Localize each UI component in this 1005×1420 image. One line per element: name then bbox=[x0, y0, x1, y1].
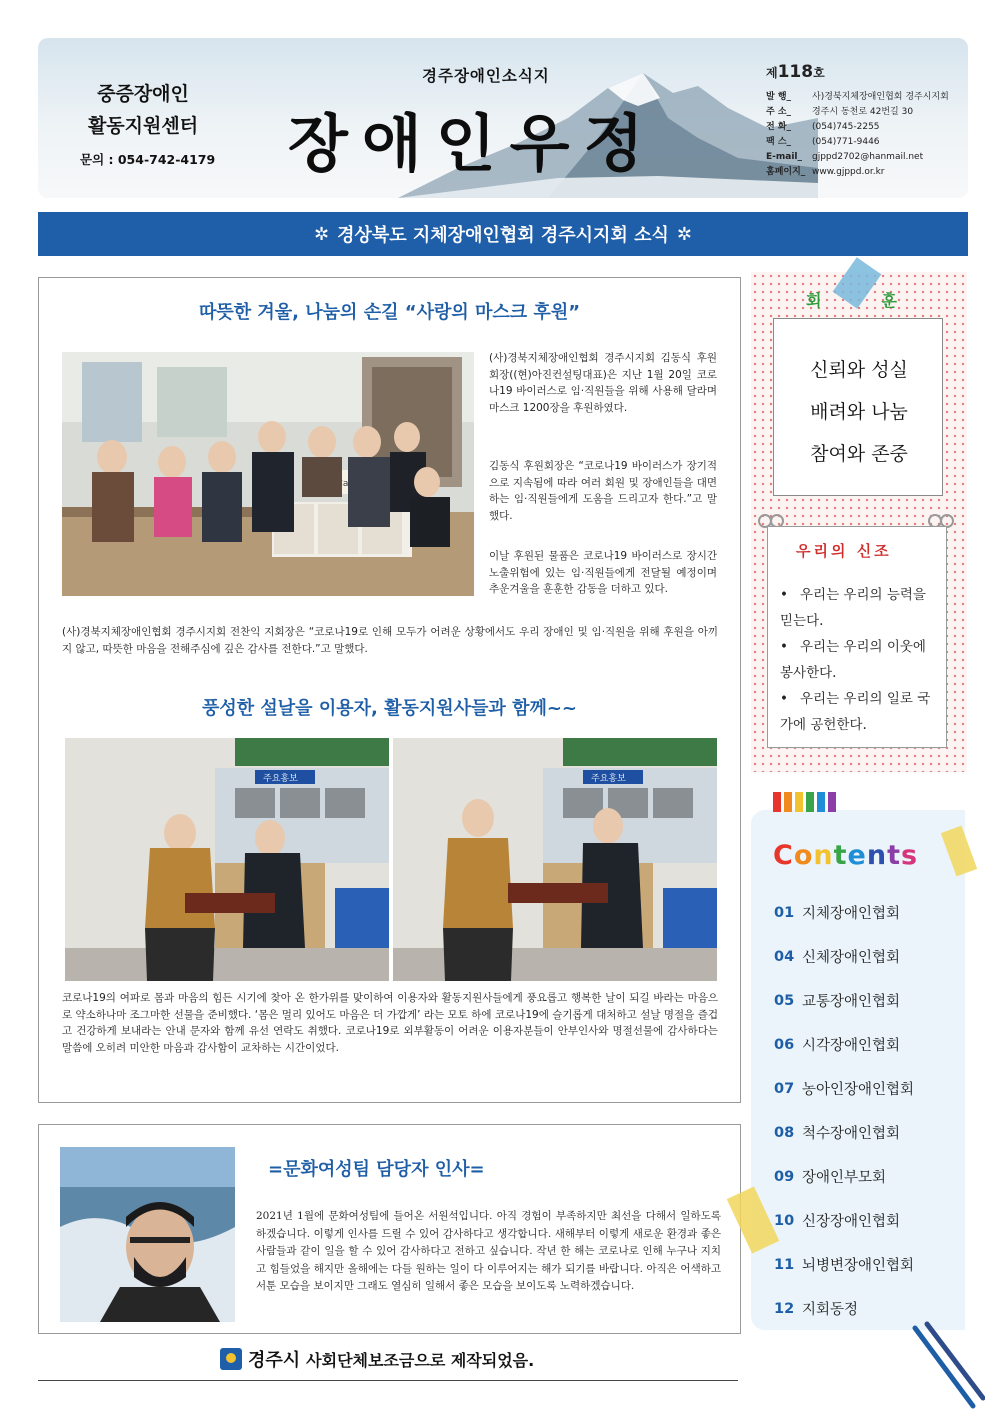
footer-divider bbox=[38, 1380, 738, 1381]
issue-info bbox=[766, 62, 966, 180]
toc-item[interactable]: 07 농아인장애인협회 bbox=[774, 1080, 915, 1098]
star-icon: ✲ bbox=[676, 223, 692, 245]
creed-heading: 우리의 신조 bbox=[796, 542, 892, 560]
info-publisher: 발 행_ 사)경북지체장애인협회 경주시지회 bbox=[766, 92, 949, 102]
bullet-icon: • bbox=[780, 587, 788, 603]
banner-text: 경상북도 지체장애인협회 경주시지회 소식 bbox=[337, 225, 669, 246]
board-label: 주요홍보 bbox=[591, 774, 626, 784]
info-homepage: 홈페이지_ www.gjppd.or.kr bbox=[766, 167, 885, 177]
motto-line: 신뢰와 성실 bbox=[810, 359, 908, 381]
photo-gift-handover-1 bbox=[65, 738, 389, 981]
contents-title-letter: t bbox=[887, 840, 902, 871]
article1-para3: 이날 후원된 물품은 코로나19 바이러스로 장시간 노출위험에 있는 임·직원들에게 전달될 예정이며 추운겨울을 훈훈한 감동을 더하고 있다. bbox=[489, 550, 717, 596]
contents-title-letter: C bbox=[773, 840, 794, 871]
footer-text: 사회단체보조금으로 제작되었음. bbox=[306, 1350, 535, 1370]
center-contact: 문의 : 054-742-4179 bbox=[80, 152, 216, 167]
contents-title-letter: n bbox=[866, 840, 888, 871]
article-title-new-year: 풍성한 설날을 이용자, 활동지원사들과 함께~~ bbox=[201, 698, 578, 719]
pencil-icon bbox=[905, 1320, 985, 1412]
article-title-mask-donation: 따뜻한 겨울, 나눔의 손길 “사랑의 마스크 후원” bbox=[198, 302, 581, 323]
toc-item[interactable]: 10 신장장애인협회 bbox=[774, 1212, 901, 1230]
contents-title-letter: e bbox=[847, 840, 867, 871]
creed-item: • 우리는 우리의 일로 국가에 공헌한다. bbox=[780, 686, 940, 738]
footer-credit bbox=[220, 1346, 534, 1372]
greeting-body: 2021년 1월에 문화여성팀에 들어온 서원석입니다. 아직 경험이 부족하지만 최선을 다해서 일하도록 하겠습니다. 이렇게 인사를 드릴 수 있어 감사하다고 생각합니다. 새해부터 이렇게 새로운 환경과 좋은 사람들과 같이 일을 할 수 있어 감사하다고 전하고 싶습니다. 작년 한 해는 코로나로 인해 누구나 지치고 힘들었을 해지만 올해에는 다들 원하는 일이 다 이루어지는 해가 되기를 바랍니다. 아직은 어색하고 서툰 모습을 보이지만 그래도 열심히 일해서 좋은 모습을 보이도록 노력하겠습니다. bbox=[256, 1210, 721, 1292]
info-phone: 전 화_ (054)745-2255 bbox=[766, 122, 880, 132]
motto-box bbox=[773, 318, 943, 496]
article1-para4: (사)경북지체장애인협회 경주시지회 전찬익 지회장은 “코로나19로 인해 모두가 어려운 상황에서도 우리 장애인 및 임·직원을 위해 후원을 아끼지 않고, 따뜻한 마음을 전해주심에 깊은 감사를 전한다.”고 말했다. bbox=[62, 626, 718, 655]
photo-mask-donation bbox=[62, 352, 474, 596]
photo-gift-handover-2 bbox=[393, 738, 717, 981]
motto-line: 참여와 존중 bbox=[810, 443, 908, 465]
greeting-title: =문화여성팀 담당자 인사= bbox=[268, 1159, 485, 1180]
article1-para2: 김동식 후원회장은 “코로나19 바이러스가 장기적으로 지속됨에 따라 여러 회원 및 장애인들을 대면하는 임·직원들에게 도움을 드리고자 한다.”고 말했다. bbox=[489, 460, 717, 522]
article1-para1: (사)경북지체장애인협회 경주시지회 김동식 후원회장((현)아진컨설팅대표)은 지난 1월 20일 코로나19 바이러스로 임·직원들을 위해 사용해 달라며 마스크 1200장을 후원하였다. bbox=[489, 352, 717, 414]
toc-item[interactable]: 11 뇌병변장애인협회 bbox=[774, 1256, 915, 1274]
contents-title bbox=[773, 840, 918, 871]
creed-item: • 우리는 우리의 이웃에 봉사한다. bbox=[780, 634, 940, 686]
city-seal-icon bbox=[220, 1348, 242, 1370]
motto-heading: 회훈 bbox=[806, 291, 957, 310]
section-banner bbox=[38, 212, 968, 256]
toc-item[interactable]: 04 신체장애인협회 bbox=[774, 948, 901, 966]
info-email: E-mail_ gjppd2702@hanmail.net bbox=[766, 152, 924, 162]
box-label: Care bbox=[336, 479, 358, 489]
toc-item[interactable]: 08 척수장애인협회 bbox=[774, 1124, 901, 1142]
center-name: 중증장애인 활동지원센터 bbox=[87, 83, 199, 137]
contents-title-letter: s bbox=[901, 840, 919, 871]
toc-item[interactable]: 05 교통장애인협회 bbox=[774, 992, 901, 1010]
staff-photo bbox=[60, 1147, 235, 1322]
toc-item[interactable]: 09 장애인부모회 bbox=[774, 1168, 887, 1186]
contents-title-letter: t bbox=[833, 840, 848, 871]
toc-item[interactable]: 01 지체장애인협회 bbox=[774, 904, 901, 922]
bullet-icon: • bbox=[780, 639, 788, 655]
magazine-title: 장애인우정 bbox=[288, 107, 658, 180]
contents-title-letter: o bbox=[793, 840, 814, 871]
bullet-icon: • bbox=[780, 691, 788, 707]
creed-item: • 우리는 우리의 능력을 믿는다. bbox=[780, 582, 940, 634]
city-name: 경주시 bbox=[248, 1350, 301, 1371]
motto-line: 배려와 나눔 bbox=[810, 401, 908, 423]
star-icon: ✲ bbox=[314, 223, 330, 245]
masthead bbox=[38, 38, 968, 198]
magazine-subtitle: 경주장애인소식지 bbox=[422, 67, 550, 85]
issue-number: 제118호 bbox=[766, 62, 825, 82]
contents-title-letter: n bbox=[813, 840, 834, 871]
contents-card bbox=[751, 810, 965, 1330]
article2-body: 코로나19의 여파로 몸과 마음의 힘든 시기에 찾아 온 한가위를 맞이하여 이용자와 활동지원사들에게 풍요롭고 행복한 날이 되길 바라는 마음으로 약소하나마 조그마한 선물을 준비했다. ‘몸은 멀리 있어도 마음은 더 가깝게’ 라는 모토 하에 코로나19에 슬기롭게 대처하고 설날 명절을 즐겁고 건강하게 보내라는 안내 문자와 함께 유선 연락도 취했다. 코로나19로 외부활동이 어려운 이용자분들이 안부인사와 명절선물에 감사하다는 말씀에 오히려 미안한 마음과 감사함이 교차하는 시간이었다. bbox=[62, 992, 718, 1054]
toc-item[interactable]: 12 지회동정 bbox=[774, 1300, 859, 1318]
info-address: 주 소_ 경주시 동천로 42번길 30 bbox=[766, 107, 914, 117]
crayon-decoration bbox=[773, 792, 836, 812]
info-fax: 팩 스_ (054)771-9446 bbox=[766, 137, 880, 147]
toc-item[interactable]: 06 시각장애인협회 bbox=[774, 1036, 901, 1054]
board-label: 주요홍보 bbox=[263, 774, 298, 784]
